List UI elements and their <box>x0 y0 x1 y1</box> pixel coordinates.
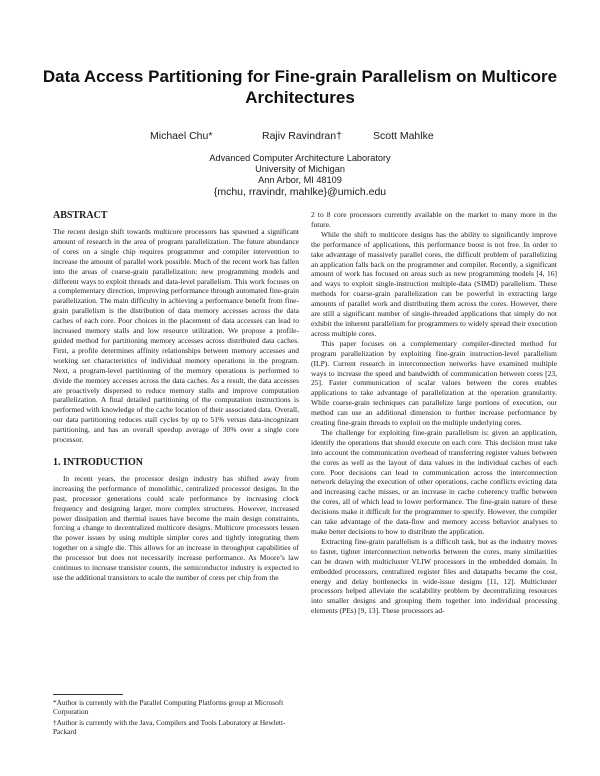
footnote: *Author is currently with the Parallel Computing Platforms group at Microsoft Corporation <box>53 698 284 717</box>
body-paragraph: While the shift to multicore designs has the ability to significantly improve the performance of applications, this performance boost is not free. In order to take advantage of massively parallel cores, the difficult problem of parallelizing an application falls back on the programmer and compiler. Recently, a significant amount of work has focused on areas such as new programming models [4, 16] and ways to exploit single-instruction multiple-data (SIMD) parallelism. These methods for coarse-grain parallelization can be powerful in extracting large amounts of parallel work and distributing them across the cores. However, there are still a significant number of single-threaded applications that simply do not exhibit the inherent parallelism for programmers to widely spread their execution across multiple cores. <box>311 229 557 338</box>
affiliation-lab: Advanced Computer Architecture Laboratory <box>209 153 391 163</box>
body-paragraph: 2 to 8 core processors currently available on the market to many more in the future. <box>311 210 557 229</box>
paper-title: Data Access Partitioning for Fine-grain Parallelism on Multicore Architectures <box>42 67 558 107</box>
affiliation-city: Ann Arbor, MI 48109 <box>258 175 342 185</box>
body-paragraph: This paper focuses on a complementary compiler-directed method for program parallelization by exploiting fine-grain instruction-level parallelism (ILP). Current research in interconnection networks have examined multiple ways to increase the speed and bandwidth of communication between cores [23, 25]. Faster communication of scalar values between the cores enables applications to take advantage of parallelization at the operation granularity. While coarse-grain techniques can parallelize large portions of execution, our method can use an additional dimension to further increase performance by creating fine-grain threads to exploit on the multiple underlying cores. <box>311 338 557 428</box>
author-email: {mchu, rravindr, mahlke}@umich.edu <box>213 186 387 198</box>
introduction-paragraph: In recent years, the processor design industry has shifted away from increasing the performance of monolithic, centralized processor designs. In the past, processor generations could scale performance by increasing clock frequency and designing larger, more complex structures. However, increased power dissipation and thermal issues have become the main design constraints, forcing a change to decentralized multicore designs. Multicore processors lessen the power issues by using multiple simpler cores and tightly integrating them together on a single die. This allows for an increase in throughput capabilities of the processor but does not necessarily increase performance. As Moore’s law continues to increase transistor counts, the semiconductor industry is expected to use the additional transistors to scale the number of cores per chip from the <box>53 473 299 582</box>
introduction-heading: 1. INTRODUCTION <box>53 456 144 468</box>
left-column <box>53 210 299 756</box>
affiliation-university: University of Michigan <box>255 164 345 174</box>
body-paragraph: Extracting fine-grain parallelism is a difficult task, but as the industry moves to faster, tighter interconnection networks between the cores, many similarities can be drawn with multicluster VLIW processors in the embedded domain. In embedded processors, centralized register files and datapaths became the cost, energy and delay bottlenecks in wide-issue designs [11, 12]. Multicluster processors helped alleviate the scalability problem by decentralizing resources into smaller designs and grouping them together into individual processing elements (PEs) [9, 13]. These processors ad- <box>311 536 557 616</box>
affiliation <box>150 153 450 199</box>
body-paragraph: The challenge for exploiting fine-grain parallelism is: given an application, identify the operations that should execute on each core. This decision must take into account the communication overhead of transferring register values between the cores as well as the layout of data values in the individual caches of each core. Poor decisions can lead to communication across the interconnection network delaying the execution of other operations, cache conflicts evicting data and increasing cache misses, or an increase in cache coherency traffic between the cores, all of which lead to lower performance. The fine-grain nature of these decisions make it difficult for the programmer to specify. However, the compiler can take advantage of the data-flow and memory access behavior analyses to make better decisions to how to distribute the application. <box>311 427 557 536</box>
abstract-text: The recent design shift towards multicore processors has spawned a significant amount of research in the area of program parallelization. The future abundance of cores on a single chip requires programmer and compiler intervention to increase the amount of parallel work possible. Much of the recent work has fallen into the areas of coarse-grain parallelization: new programming models and different ways to exploit threads and data-level parallelism. This work focuses on a complementary direction, improving performance through automated fine-grain parallelization. The main difficulty in achieving a performance benefit from fine-grain parallelism is the distribution of data memory accesses across the data caches of each core. Poor choices in the placement of data accesses can lead to increased memory stalls and low resource utilization. We propose a profile-guided method for partitioning memory accesses across distributed data caches. First, a profile determines affinity relationships between memory accesses and working set characteristics of individual memory operations in the program. Next, a program-level partitioning of the memory operations is performed to divide the memory accesses across the data caches. As a result, the data accesses are proactively dispersed to reduce memory stalls and improve computation parallelization. A final detailed partitioning of the computation instructions is performed with knowledge of the cache location of their associated data. Overall, our data partitioning reduces stall cycles by up to 51% versus data-incognizant partitioning, and has an overall speedup average of 30% over a single core processor. <box>53 227 299 445</box>
author-name: Rajiv Ravindran† <box>262 130 342 142</box>
footnotes <box>53 694 299 738</box>
right-column <box>311 210 557 756</box>
footnote-rule <box>53 694 123 695</box>
author-name: Scott Mahlke <box>373 130 434 142</box>
abstract-heading: ABSTRACT <box>53 210 108 221</box>
footnote: †Author is currently with the Java, Compilers and Tools Laboratory at Hewlett-Packard <box>53 717 286 737</box>
author-name: Michael Chu* <box>150 130 213 142</box>
